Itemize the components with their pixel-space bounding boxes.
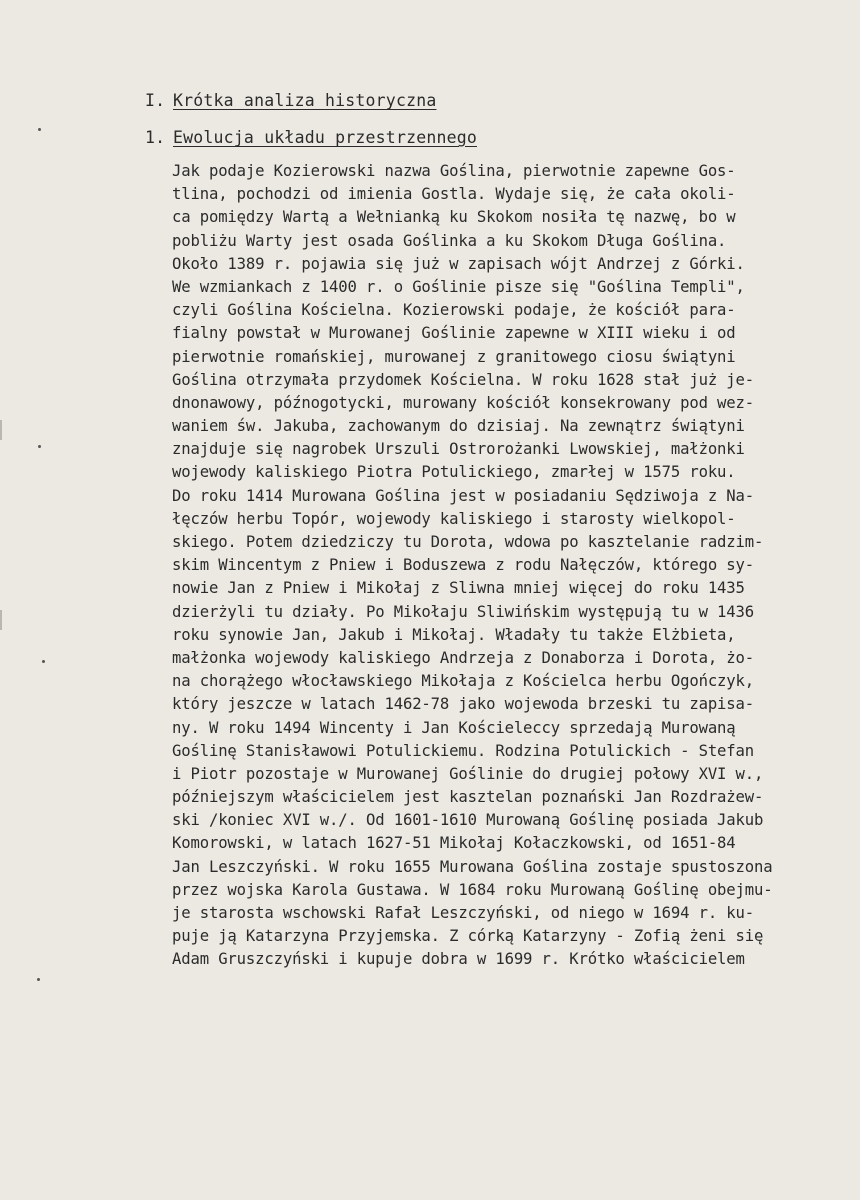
- text-line: znajduje się nagrobek Urszuli Ostrorożanki Lwowskiej, małżonki: [172, 440, 745, 459]
- text-line: ca pomiędzy Wartą a Wełnianką ku Skokom nosiła tę nazwę, bo w: [172, 208, 736, 227]
- text-line: wojewody kaliskiego Piotra Potulickiego, zmarłej w 1575 roku.: [172, 463, 736, 482]
- scan-edge-mark: [0, 420, 2, 440]
- text-line: skiego. Potem dziedziczy tu Dorota, wdowa po kasztelanie radzim-: [172, 533, 764, 551]
- text-line: przez wojska Karola Gustawa. W 1684 roku Murowaną Goślinę obejmu-: [172, 880, 773, 899]
- subsection-title: Ewolucja układu przestrzennego: [173, 128, 478, 147]
- section-title: Krótka analiza historyczna: [173, 91, 437, 110]
- text-line: Jan Leszczyński. W roku 1655 Murowana Goślina zostaje spustoszona: [172, 857, 773, 876]
- text-line: Około 1389 r. pojawia się już w zapisach wójt Andrzej z Górki.: [172, 254, 745, 273]
- text-line: pobliżu Warty jest osada Goślinka a ku Skokom Długa Goślina.: [172, 231, 727, 250]
- text-line: fialny powstał w Murowanej Goślinie zapewne w XIII wieku i od: [172, 324, 736, 343]
- margin-punch-dot: [38, 445, 41, 448]
- subsection-number: 1.: [145, 128, 166, 147]
- text-line: Komorowski, w latach 1627-51 Mikołaj Kołaczkowski, od 1651-84: [172, 834, 736, 853]
- text-line: Goślina otrzymała przydomek Kościelna. W roku 1628 stał już je-: [172, 370, 755, 389]
- text-line: nowie Jan z Pniew i Mikołaj z Sliwna mniej więcej do roku 1435: [172, 579, 745, 598]
- text-line: dzierżyli tu działy. Po Mikołaju Sliwińskim występują tu w 1436: [172, 602, 755, 621]
- text-line: waniem św. Jakuba, zachowanym do dzisiaj. Na zewnątrz świątyni: [172, 417, 745, 436]
- text-line: je starosta wschowski Rafał Leszczyński, od niego w 1694 r. ku-: [172, 904, 755, 922]
- text-line: i Piotr pozostaje w Murowanej Goślinie do drugiej połowy XVI w.,: [172, 764, 764, 783]
- text-line: Jak podaje Kozierowski nazwa Goślina, pierwotnie zapewne Gos-: [172, 162, 736, 180]
- section-heading: [145, 91, 436, 110]
- text-line: Do roku 1414 Murowana Goślina jest w posiadaniu Sędziwoja z Na-: [172, 486, 755, 505]
- scan-edge-mark: [0, 610, 2, 630]
- text-line: skim Wincentym z Pniew i Boduszewa z rodu Nałęczów, którego sy-: [172, 556, 755, 575]
- margin-punch-dot: [38, 128, 41, 131]
- text-line: na chorążego włocławskiego Mikołaja z Kościelca herbu Ogończyk,: [172, 672, 755, 691]
- text-line: czyli Goślina Kościelna. Kozierowski podaje, że kościół para-: [172, 301, 736, 320]
- margin-punch-dot: [37, 978, 40, 981]
- text-line: który jeszcze w latach 1462-78 jako wojewoda brzeski tu zapisa-: [172, 695, 755, 714]
- text-line: We wzmiankach z 1400 r. o Goślinie pisze się "Goślina Templi",: [172, 277, 745, 296]
- body-paragraph: [172, 160, 822, 972]
- text-line: późniejszym właścicielem jest kasztelan poznański Jan Rozdrażew-: [172, 788, 764, 807]
- text-line: Goślinę Stanisławowi Potulickiemu. Rodzina Potulickich - Stefan: [172, 741, 755, 760]
- subsection-heading: [145, 128, 477, 147]
- text-line: ski /koniec XVI w./. Od 1601-1610 Murowaną Goślinę posiada Jakub: [172, 811, 764, 830]
- text-line: puje ją Katarzyna Przyjemska. Z córką Katarzyny - Zofią żeni się: [172, 927, 764, 946]
- text-line: małżonka wojewody kaliskiego Andrzeja z Donaborza i Dorota, żo-: [172, 648, 755, 667]
- margin-punch-dot: [42, 660, 45, 663]
- section-number: I.: [145, 91, 166, 110]
- text-line: łęczów herbu Topór, wojewody kaliskiego i starosty wielkopol-: [172, 509, 736, 528]
- text-line: Adam Gruszczyński i kupuje dobra w 1699 r. Krótko właścicielem: [172, 950, 745, 969]
- text-line: pierwotnie romańskiej, murowanej z granitowego ciosu świątyni: [172, 347, 736, 366]
- text-line: tlina, pochodzi od imienia Gostla. Wydaje się, że cała okoli-: [172, 185, 736, 204]
- text-line: dnonawowy, późnogotycki, murowany kościół konsekrowany pod wez-: [172, 393, 755, 412]
- text-line: ny. W roku 1494 Wincenty i Jan Kościeleccy sprzedają Murowaną: [172, 718, 736, 737]
- text-line: roku synowie Jan, Jakub i Mikołaj. Władały tu także Elżbieta,: [172, 625, 736, 644]
